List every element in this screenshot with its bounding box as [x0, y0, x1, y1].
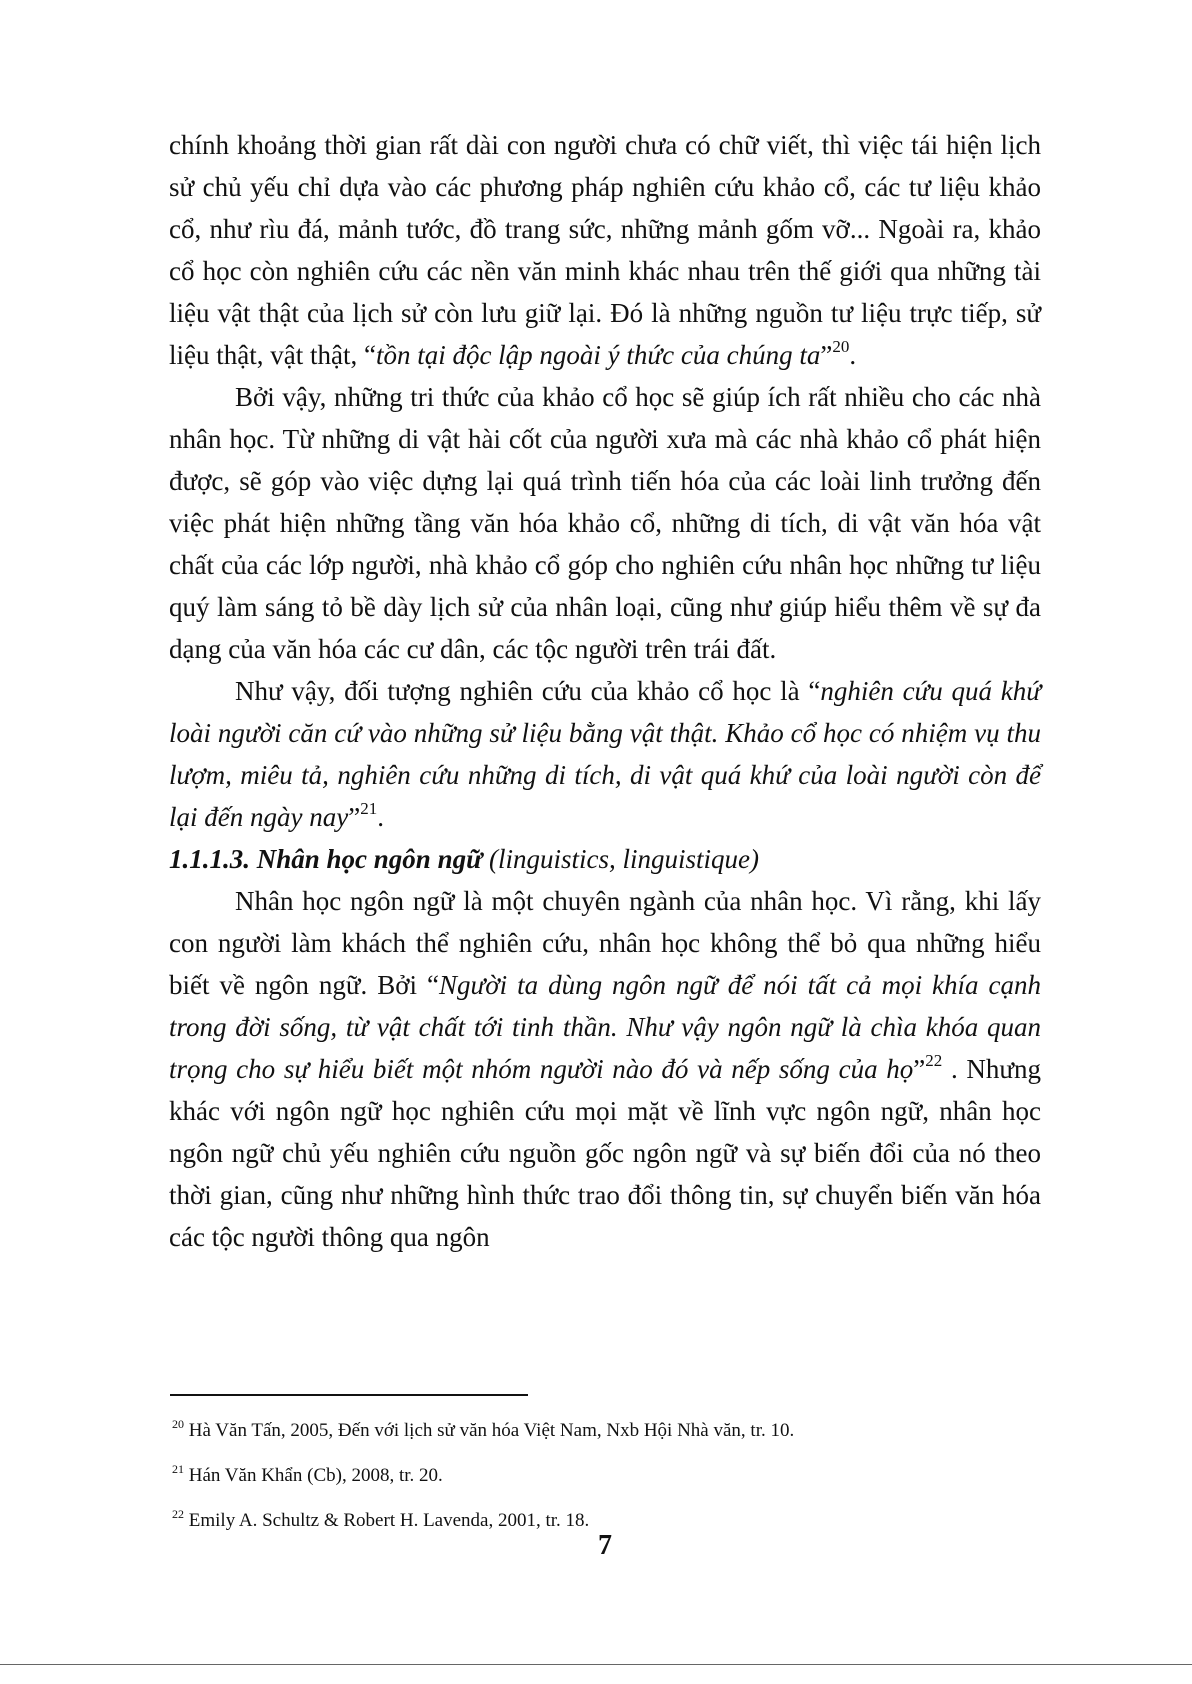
footnote: [172, 1408, 1032, 1453]
footnote-divider: [170, 1394, 528, 1396]
paragraph-end: .: [377, 802, 384, 832]
italic-quote: Người ta dùng ngôn ngữ để nói tất cả mọi khía cạnh trong đời sống, từ vật chất tới tinh thần. Như vậy ngôn ngữ là chìa khóa quan trọng cho sự hiểu biết một nhóm người nào đó và nếp sống của họ: [169, 970, 1041, 1084]
quote-mark: ”: [820, 340, 833, 370]
section-heading: [169, 838, 1041, 880]
footnote-number: 20: [172, 1416, 184, 1431]
main-text: [169, 124, 1041, 1258]
paragraph-continuation: [169, 124, 1041, 376]
footnotes: [172, 1408, 1032, 1543]
italic-quote: tồn tại độc lập ngoài ý thức của chúng ta: [375, 340, 821, 370]
footnote-number: 22: [172, 1506, 184, 1521]
footnote-ref: 22: [925, 1051, 943, 1070]
paragraph-text: chính khoảng thời gian rất dài con người chưa có chữ viết, thì việc tái hiện lịch sử chủ yếu chỉ dựa vào các phương pháp nghiên cứu khảo cổ, các tư liệu khảo cổ, như rìu đá, mảnh tước, đồ trang sức, những mảnh gốm vỡ... Ngoài ra, khảo cổ học còn nghiên cứu các nền văn minh khác nhau trên thế giới qua những tài liệu vật thật của lịch sử còn lưu giữ lại. Đó là những nguồn tư liệu trực tiếp, sử liệu thật, vật thật, “: [169, 130, 1041, 370]
paragraph-text: . Nhưng khác với ngôn ngữ học nghiên cứu mọi mặt về lĩnh vực ngôn ngữ, nhân học ngôn ngữ chủ yếu nghiên cứu nguồn gốc ngôn ngữ và sự biến đổi của nó theo thời gian, cũng như những hình thức trao đổi thông tin, sự chuyển biến văn hóa các tộc người thông qua ngôn: [169, 1054, 1042, 1252]
italic-quote: nghiên cứu quá khứ loài người căn cứ vào những sử liệu bằng vật thật. Khảo cổ học có nhiệm vụ thu lượm, miêu tả, nghiên cứu những di tích, di vật quá khứ của loài người còn để lại đến ngày nay: [169, 676, 1041, 832]
footnote-ref: 20: [832, 337, 850, 356]
footnote-number: 21: [172, 1461, 184, 1476]
paragraph-text: Nhân học ngôn ngữ là một chuyên ngành của nhân học. Vì rằng, khi lấy con người làm khách thể nghiên cứu, nhân học không thể bỏ qua những hiểu biết về ngôn ngữ. Bởi “: [169, 886, 1041, 1000]
footnote-text: Emily A. Schultz & Robert H. Lavenda, 2001, tr. 18.: [184, 1510, 590, 1531]
paragraph-text: Bởi vậy, những tri thức của khảo cổ học sẽ giúp ích rất nhiều cho các nhà nhân học. Từ những di vật hài cốt của người xưa mà các nhà khảo cổ phát hiện được, sẽ góp vào việc dựng lại quá trình tiến hóa của các loài linh trưởng đến việc phát hiện những tầng văn hóa khảo cổ, những di tích, di vật văn hóa vật chất của các lớp người, nhà khảo cổ góp cho nghiên cứu nhân học những tư liệu quý làm sáng tỏ bề dày lịch sử của nhân loại, cũng như giúp hiểu thêm về sự đa dạng của văn hóa các cư dân, các tộc người trên trái đất.: [169, 382, 1041, 664]
footnote-ref: 21: [360, 799, 378, 818]
quote-mark: ”: [348, 802, 361, 832]
paragraph-end: .: [849, 340, 857, 370]
footnote: [172, 1453, 1032, 1498]
footnote-text: Hán Văn Khẩn (Cb), 2008, tr. 20.: [184, 1465, 443, 1486]
scan-edge-line: [0, 1664, 1192, 1665]
paragraph: [169, 880, 1041, 1258]
paragraph: [169, 376, 1041, 670]
quote-mark: ”: [913, 1054, 926, 1084]
footnote-text: Hà Văn Tấn, 2005, Đến với lịch sử văn hóa Việt Nam, Nxb Hội Nhà văn, tr. 10.: [184, 1420, 795, 1441]
heading-title: 1.1.1.3. Nhân học ngôn ngữ: [169, 844, 483, 874]
heading-subtitle: (linguistics, linguistique): [482, 844, 760, 874]
page-number: 7: [598, 1530, 612, 1561]
paragraph-text: Như vậy, đối tượng nghiên cứu của khảo cổ học là “: [235, 676, 821, 706]
paragraph: [169, 670, 1041, 838]
